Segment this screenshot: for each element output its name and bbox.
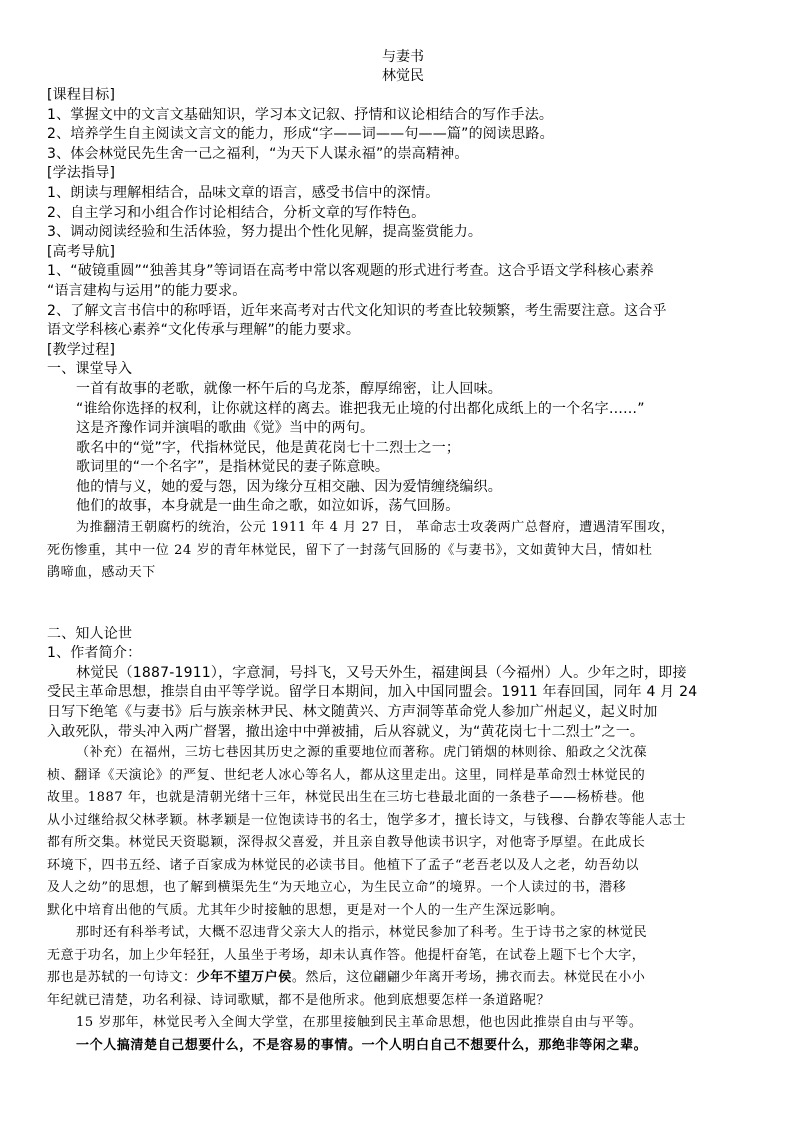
- intro-line: 他们的故事，本身就是一曲生命之歌，如泣如诉，荡气回肠。: [76, 498, 460, 515]
- bio-line: 入敢死队，带头冲入两广督署，撤出途中中弹被捕，后从容就义，为“黄花岗七十二烈士”之一。: [47, 723, 645, 740]
- bio-line: 日写下绝笔《与妻书》后与族亲林尹民、林文随黄兴、方声洞等革命党人参加广州起义，起义时加: [47, 703, 658, 720]
- supplement-line: 从小过继给叔父林孝颖。林孝颖是一位饱读诗书的名士，饱学多才，擅长诗文，与钱穆、台静农等能人志士: [47, 812, 687, 828]
- intro-line: 这是齐豫作词并演唱的歌曲《觉》当中的两句。: [76, 420, 375, 437]
- goal-item: 1、掌握文中的文言文基础知识，学习本文记叙、抒情和议论相结合的写作手法。: [47, 106, 554, 123]
- age15-line: 15 岁那年，林觉民考入全闽大学堂，在那里接触到民主革命思想，他也因此推崇自由与平等。: [76, 1015, 643, 1031]
- spacer: [47, 585, 759, 625]
- method-item: 2、自主学习和小组合作讨论相结合，分析文章的写作特色。: [47, 204, 426, 221]
- exam-story-line: 那时还有科举考试，大概不忍违背父亲大人的指示，林觉民参加了科考。生于诗书之家的林觉民: [76, 925, 648, 941]
- intro-line: 歌名中的“觉”字，代指林觉民，他是黄花岗七十二烈士之一；: [76, 439, 461, 456]
- supplement-line: 环境下，四书五经、诸子百家成为林觉民的必读书目。他植下了孟子“老吾老以及人之老，幼吾幼以: [47, 857, 640, 873]
- exam-line: 语文学科核心素养“文化传承与理解”的能力要求。: [47, 322, 361, 339]
- supplement-line: （补充）在福州，三坊七巷因其历史之源的重要地位而著称。虎门销烟的林则徐、船政之父沈葆: [76, 745, 648, 761]
- doc-title: 与妻书: [382, 49, 424, 65]
- intro-line: 一首有故事的老歌，就像一杯午后的乌龙茶，醇厚绵密，让人回味。: [76, 380, 502, 397]
- bio-line: 林觉民（1887-1911），字意洞，号抖飞，又号天外生，福建闽县（今福州）人。少年之时，即接: [76, 664, 687, 681]
- goal-item: 2、培养学生自主阅读文言文的能力，形成“字——词——句——篇”的阅读思路。: [47, 126, 554, 143]
- poem-quote: 少年不望万户侯: [196, 970, 292, 986]
- exam-line: 1、“破镜重圆”“独善其身”等词语在高考中常以客观题的形式进行考查。这合乎语文学科核心素养: [47, 263, 654, 280]
- method-heading: [学法指导]: [47, 165, 116, 182]
- section-heading: 二、知人论世: [47, 625, 133, 642]
- method-item: 1、朗读与理解相结合，品味文章的语言，感受书信中的深情。: [47, 184, 440, 201]
- process-heading: [教学过程]: [47, 341, 116, 358]
- exam-story-line: [47, 967, 759, 990]
- goal-item: 3、体会林觉民先生舍一己之福利，“为天下人谋永福”的崇高精神。: [47, 145, 469, 162]
- intro-paragraph-line: 为推翻清王朝腐朽的统治，公元 1911 年 4 月 27 日， 革命志士攻袭两广总督府，遭遇清军围攻，: [76, 520, 675, 536]
- author-intro-heading: 1、作者简介：: [47, 645, 142, 662]
- exam-story-text: 。然后，这位翩翩少年离开考场，拂衣而去。林觉民在小小: [291, 970, 646, 986]
- supplement-line: 及人之幼”的思想，也了解到横渠先生“为天地立心，为生民立命”的境界。一个人读过的书，潜移: [47, 880, 627, 896]
- intro-paragraph-line: 死伤惨重，其中一位 24 岁的青年林觉民，留下了一封荡气回肠的《与妻书》，文如黄钟大吕，情如杜: [47, 542, 653, 558]
- exam-line: 2、了解文言书信中的称呼语，近年来高考对古代文化知识的考查比较频繁，考生需要注意。这合乎: [47, 302, 667, 319]
- document-page: [47, 48, 759, 1057]
- exam-heading: [高考导航]: [47, 243, 116, 260]
- exam-story-line: 年纪就已清楚，功名利禄、诗词歌赋，都不是他所求。他到底想要怎样一条道路呢？: [47, 992, 551, 1008]
- goals-heading: [课程目标]: [47, 87, 116, 103]
- supplement-line: 故里。1887 年，也就是清朝光绪十三年，林觉民出生在三坊七巷最北面的一条巷子——杨桥巷。他: [47, 790, 645, 806]
- exam-story-text: 那也是苏轼的一句诗文：: [47, 970, 197, 986]
- exam-story-line: 无意于功名，加上少年轻狂，人虽坐于考场，却未认真作答。他提杆奋笔，在试卷上题下七个大字，: [47, 947, 646, 963]
- method-item: 3、调动阅读经验和生活体验，努力提出个性化见解，提高鉴赏能力。: [47, 224, 483, 241]
- supplement-line: 默化中培育出他的气质。尤其年少时接触的思想，更是对一个人的一生产生深远影响。: [47, 902, 564, 918]
- intro-line: “谁给你选择的权利，让你就这样的离去。谁把我无止境的付出都化成纸上的一个名字……”: [76, 400, 645, 417]
- exam-line: “语言建构与运用”的能力要求。: [47, 282, 247, 299]
- doc-author: 林觉民: [382, 68, 424, 84]
- intro-paragraph-line: 鹃啼血，感动天下: [47, 565, 156, 581]
- closing-quote: 一个人搞清楚自己想要什么，不是容易的事情。一个人明白自己不想要什么，那绝非等闲之辈。: [76, 1037, 648, 1053]
- section-heading: 一、课堂导入: [47, 361, 133, 378]
- bio-line: 受民主革命思想，推崇自由平等学说。留学日本期间，加入中国同盟会。1911 年春回国，同年 4 月 24: [47, 684, 698, 701]
- supplement-line: 桢、翻译《天演论》的严复、世纪老人冰心等名人，都从这里走出。这里，同样是革命烈士林觉民的: [47, 767, 646, 783]
- intro-line: 歌词里的“一个名字”，是指林觉民的妻子陈意映。: [76, 459, 390, 476]
- supplement-line: 都有所交集。林觉民天资聪颖，深得叔父喜爱，并且亲自教导他读书识字，对他寄予厚望。在此成长: [47, 835, 646, 851]
- intro-line: 他的情与义，她的爱与怨，因为缘分互相交融、因为爱情缠绕编织。: [76, 478, 502, 495]
